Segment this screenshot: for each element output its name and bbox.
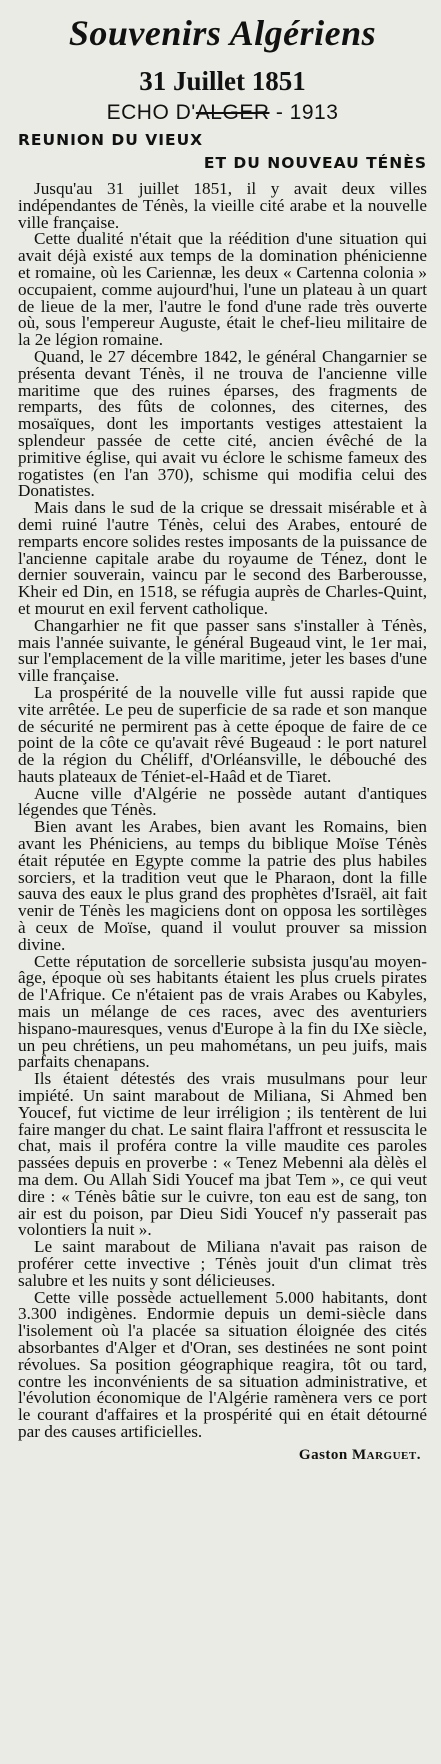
source-suffix: - 1913 xyxy=(269,101,339,124)
source-prefix: ECHO D' xyxy=(106,101,196,124)
author-first-name: Gaston xyxy=(298,1446,353,1463)
paragraph: Changarhier ne fit que passer sans s'installer à Ténès, mais l'année suivante, le général Bugeaud vint, le 1er mai, sur l'emplacement de la ville maritime, jeter les bases d'une ville française. xyxy=(18,615,427,686)
paragraph: Cette réputation de sorcellerie subsista jusqu'au moyen-âge, époque où ses habitants étaient les plus cruels pirates de l'Afrique. Ce n'étaient pas de vrais Arabes ou Kabyles, mais un mélange de ces races, avec des aventuriers hispano-mauresques, venus d'Europe à la fin du IXe siècle, un peu chrétiens, un peu mahométans, un peu juifs, mais parfaits chenapans. xyxy=(18,951,427,1072)
paragraph: Quand, le 27 décembre 1842, le général Changarnier se présenta devant Ténès, il ne trouva de l'ancienne ville maritime que des ruines éparses, des fragments de remparts, des fûts de colonnes, des citernes, des mosaïques, dont les importants vestiges attestaient la splendeur passée de cette cité, ancien évêché de la primitive église, qui avait vu éclore le schisme fameux des rogatistes (en l'an 370), schisme qui modifia celui des Donatistes. xyxy=(18,346,427,501)
author-signature xyxy=(18,1447,427,1464)
paragraph: Bien avant les Arabes, bien avant les Romains, bien avant les Phéniciens, au temps du biblique Moïse Ténès était réputée en Egypte comme la patrie des plus habiles sorciers, et la tradition veut que le Pharaon, dont la fille sauva des eaux le plus grand des prophètes d'Israël, ait fait venir de Ténès les magiciens dont on opposa les sortilèges à ceux de Moïse, quand il voulut prouver sa mission divine. xyxy=(18,817,427,954)
article-heading-line-2: ET DU NOUVEAU TÉNÈS xyxy=(203,154,427,172)
paragraph: Mais dans le sud de la crique se dressait misérable et à demi ruiné l'autre Ténès, celui des Arabes, entouré de remparts encore solides restes imposants de la puissance de l'ancienne capitale arabe du royaume de Ténez, dont le dernier souverain, vaincu par le second des Barberousse, Kheir ed Din, en 1518, se réfugia auprès de Charles-Quint, et mourut en exil fervent catholique. xyxy=(18,498,427,618)
column-title: Souvenirs Algériens xyxy=(68,13,377,53)
article-date: 31 Juillet 1851 xyxy=(139,66,306,96)
paragraph: Aucne ville d'Algérie ne possède autant d'antiques légendes que Ténès. xyxy=(18,783,427,820)
paragraph: Cette dualité n'était que la réédition d'une situation qui avait déjà existé aux temps de la domination phénicienne et romaine, où les Cariennæ, les deux « Cartenna colonia » occupaient, comme aujourd'hui, l'une un plateau à un quart de lieue de la mer, l'autre le fond d'une rade très ouverte où, sous l'empereur Auguste, était le chef-lieu militaire de la 2e légion romaine. xyxy=(18,229,427,350)
article-heading-line-1: REUNION DU VIEUX xyxy=(18,131,204,149)
article-body xyxy=(18,181,427,1441)
author-last-name: Marguet. xyxy=(352,1446,421,1463)
paragraph: Jusqu'au 31 juillet 1851, il y avait deux villes indépendantes de Ténès, la vieille cité arabe et la nouvelle ville française. xyxy=(18,179,427,232)
paragraph: Ils étaient détestés des vrais musulmans pour leur impiété. Un saint marabout de Miliana, Si Ahmed ben Youcef, fut victime de leur irréligion ; ils tentèrent de lui faire manger du chat. Le saint flaira l'affront et ressuscita le chat, mais il proféra contre la ville maudite ces paroles passées depuis en proverbe : « Tenez Mebenni ala dèlès el ma dem. Ou Allah Sidi Youcef ma jbat Tem », ce qui veut dire : « Ténès bâtie sur le cuivre, ton eau est de sang, ton air est du poison, par Dieu Sidi Youcef n'y passerait pas volontiers la nuit ». xyxy=(18,1069,427,1240)
paragraph: Le saint marabout de Miliana n'avait pas raison de proférer cette invective ; Ténès jouit d'un climat très salubre et les nuits y sont délicieuses. xyxy=(18,1237,427,1290)
source-line xyxy=(18,101,427,125)
paragraph: Cette ville possède actuellement 5.000 habitants, dont 3.300 indigènes. Endormie depuis un demi-siècle dans l'isolement où l'a placée sa situation éloignée des cités absorbantes d'Alger et d'Oran, ses destinées ne sont point révolues. Sa position géographique reagira, tôt ou tard, contre les inconvénients de sa situation administrative, et l'évolution économique de l'Algérie ramènera vers ce port le courant d'affaires et la prospérité qui en était détourné par des causes artificielles. xyxy=(18,1287,427,1441)
source-struck-text: ALGER xyxy=(195,101,270,124)
paragraph: La prospérité de la nouvelle ville fut aussi rapide que vite arrêtée. Le peu de superficie de sa rade et son manque de sécurité ne permirent pas à cette époque de faire de ce point de la côte ce qu'avait rêvé Bugeaud : le port naturel de la région du Chéliff, d'Orléansville, le débouché des hauts plateaux de Téniet-el-Haâd et de Tiaret. xyxy=(18,682,427,786)
